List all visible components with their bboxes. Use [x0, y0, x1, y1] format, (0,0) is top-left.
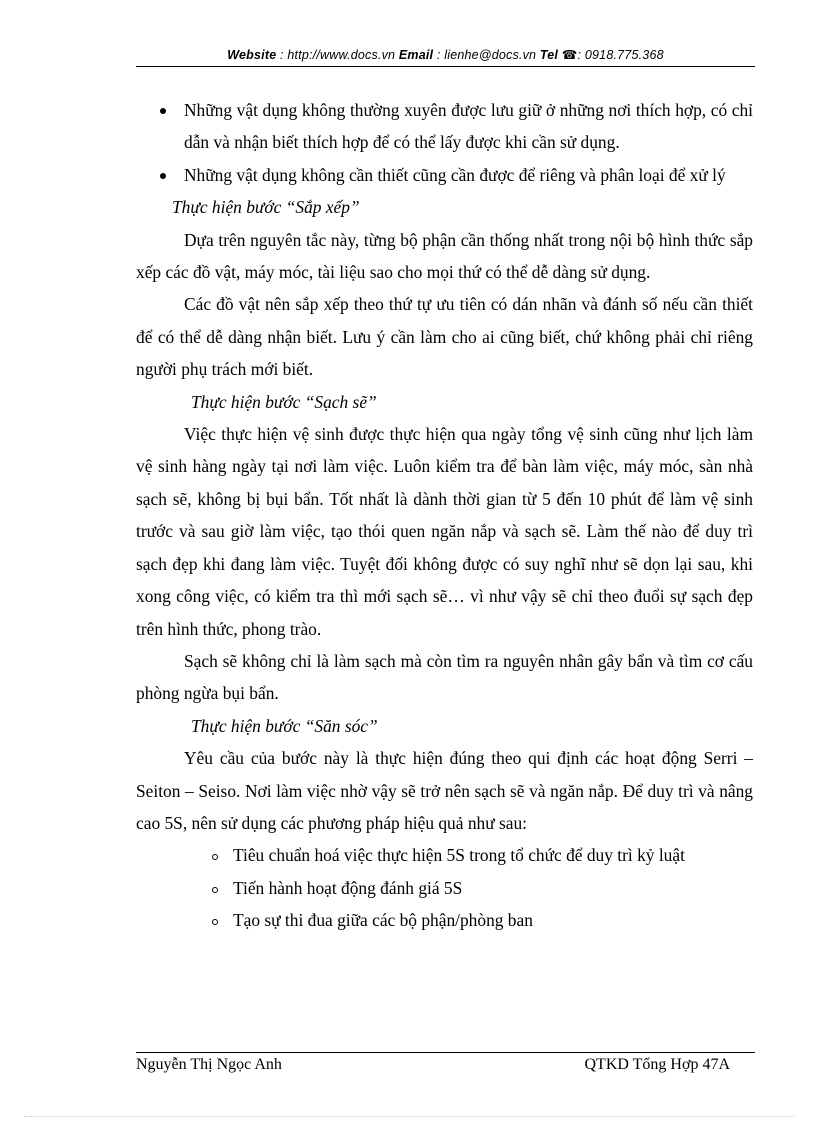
page-edge-dotted-line [24, 1116, 794, 1117]
bullet-dot-icon [160, 108, 166, 114]
tel-value: : 0918.775.368 [577, 48, 664, 62]
paragraph: Sạch sẽ không chỉ là làm sạch mà còn tìm ra nguyên nhân gây bẩn và tìm cơ cấu phòng ngừa bụi bẩn. [136, 650, 753, 704]
sub-list-item: Tiêu chuẩn hoá việc thực hiện 5S trong tổ chức để duy trì kỷ luật [136, 839, 753, 871]
heading-sach-se: Thực hiện bước “Sạch sẽ” [191, 391, 377, 412]
page-header [136, 47, 755, 62]
bullet-dot-icon [160, 173, 166, 179]
paragraph: Việc thực hiện vệ sinh được thực hiện qua ngày tổng vệ sinh cũng như lịch làm vệ sinh hàng ngày tại nơi làm việc. Luôn kiểm tra để bàn làm việc, máy móc, sàn nhà sạch sẽ, không bị bụi bẩn. Tốt nhất là dành thời gian từ 5 đến 10 phút để làm vệ sinh trước và sau giờ làm việc, tạo thói quen ngăn nắp và sạch sẽ. Làm thế nào để duy trì sạch đẹp khi đang làm việc. Tuyệt đối không được có suy nghĩ như sẽ dọn lại sau, khi xong công việc, có kiểm tra thì mới sạch sẽ… vì như vậy sẽ chỉ theo đuổi sự sạch đẹp trên hình thức, phong trào. [136, 424, 753, 639]
circle-bullet-icon [212, 919, 218, 925]
footer-divider [136, 1052, 755, 1053]
circle-bullet-icon [212, 854, 218, 860]
footer-author: Nguyễn Thị Ngọc Anh [136, 1056, 282, 1073]
phone-icon: ☎ [561, 48, 578, 62]
email-value: : lienhe@docs.vn [433, 48, 540, 62]
document-body [136, 94, 753, 937]
heading-sap-xep: Thực hiện bước “Sắp xếp” [172, 197, 360, 218]
heading-san-soc: Thực hiện bước “Săn sóc” [191, 715, 378, 736]
bullet-item: Những vật dụng không thường xuyên được lưu giữ ở những nơi thích hợp, có chỉ dẫn và nhận biết thích hợp để có thể lấy được khi cần sử dụng. [136, 94, 753, 159]
tel-label: Tel [539, 48, 559, 62]
footer-class: QTKD Tổng Hợp 47A [584, 1056, 730, 1073]
circle-bullet-icon [212, 887, 218, 893]
paragraph: Yêu cầu của bước này là thực hiện đúng theo qui định các hoạt động Serri – Seiton – Seiso. Nơi làm việc nhờ vậy sẽ trở nên sạch sẽ và ngăn nắp. Để duy trì và nâng cao 5S, nên sử dụng các phương pháp hiệu quả như sau: [136, 748, 753, 833]
paragraph: Dựa trên nguyên tắc này, từng bộ phận cần thống nhất trong nội bộ hình thức sắp xếp các đồ vật, máy móc, tài liệu sao cho mọi thứ có thể dễ dàng sử dụng. [136, 229, 753, 283]
header-divider [136, 66, 755, 67]
paragraph: Các đồ vật nên sắp xếp theo thứ tự ưu tiên có dán nhãn và đánh số nếu cần thiết để có thể dễ dàng nhận biết. Lưu ý cần làm cho ai cũng biết, chứ không phải chỉ riêng người phụ trách mới biết. [136, 294, 753, 380]
sub-list-item: Tiến hành hoạt động đánh giá 5S [136, 872, 753, 904]
email-label: Email [398, 48, 434, 62]
website-label: Website [227, 48, 277, 62]
bullet-item: Những vật dụng không cần thiết cũng cần được để riêng và phân loại để xử lý [136, 159, 753, 191]
sub-list-item: Tạo sự thi đua giữa các bộ phận/phòng ban [136, 904, 753, 936]
website-value: : http://www.docs.vn [276, 48, 399, 62]
